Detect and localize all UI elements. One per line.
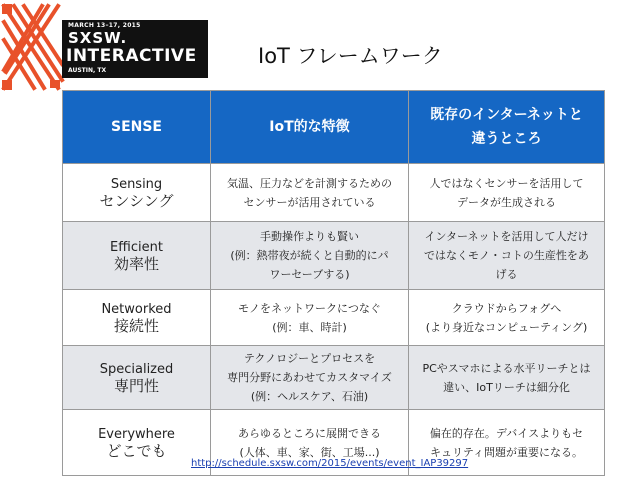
- iot-feature-line: モノをネットワークにつなぐ: [238, 301, 381, 315]
- difference-line: 偏在的存在。デバイスよりもセ: [429, 426, 584, 440]
- header-difference-line: 既存のインターネットと: [430, 107, 583, 123]
- iot-feature-line: (例：熱帯夜が続くと自動的にパ: [230, 249, 389, 262]
- header-difference: [409, 91, 605, 164]
- difference-line: 人ではなくセンサーを活用して: [429, 176, 584, 190]
- framework-table: [62, 90, 605, 476]
- iot-feature-line: 手動操作よりも賢い: [260, 230, 359, 243]
- iot-feature-line: テクノロジーとプロセスを: [243, 352, 376, 365]
- difference-cell: [409, 164, 605, 222]
- sxsw-interactive-logo: [0, 0, 210, 92]
- logo-product: INTERACTIVE: [66, 46, 197, 66]
- sense-japanese-label: どこでも: [106, 441, 167, 460]
- table-row: [63, 290, 605, 346]
- iot-feature-line: (人体、車、家、街、工場...): [239, 445, 380, 459]
- iot-feature-cell: [211, 346, 409, 410]
- iot-feature-line: 気温、圧力などを計測するための: [227, 176, 392, 190]
- slide-title: IoT フレームワーク: [258, 44, 443, 68]
- sense-cell: [63, 164, 211, 222]
- iot-feature-line: (例：ヘルスケア、石油): [250, 390, 369, 403]
- difference-line: キュリティ問題が重要になる。: [430, 445, 583, 459]
- iot-feature-cell: [211, 222, 409, 290]
- sense-cell: [63, 410, 211, 476]
- sense-japanese-label: 効率性: [113, 254, 159, 273]
- iot-feature-cell: [211, 290, 409, 346]
- iot-feature-line: 専門分野にあわせてカスタマイズ: [227, 371, 392, 384]
- table-row: [63, 346, 605, 410]
- table-header-row: [63, 91, 605, 164]
- iot-feature-line: あらゆるところに展開できる: [238, 426, 381, 440]
- sense-cell: [63, 346, 211, 410]
- difference-line: 違い、IoTリーチは細分化: [443, 380, 570, 394]
- header-difference-line: 違うところ: [471, 131, 542, 147]
- sense-japanese-label: センシング: [99, 191, 174, 210]
- header-sense: SENSE: [63, 91, 211, 164]
- header-iot-feature: IoT的な特徴: [211, 91, 409, 164]
- difference-line: ではなくモノ・コトの生産性をあ: [424, 249, 589, 262]
- difference-line: インターネットを活用して人だけ: [424, 230, 589, 243]
- difference-line: データが生成される: [457, 195, 556, 209]
- logo-brand: SXSW.: [68, 29, 128, 47]
- iot-feature-line: センサーが活用されている: [243, 195, 376, 209]
- sense-english-label: Everywhere: [98, 426, 175, 442]
- logo-date: MARCH 13–17, 2015: [68, 22, 141, 29]
- sense-japanese-label: 接続性: [113, 316, 159, 335]
- table-row: [63, 164, 605, 222]
- logo-wordmark: [62, 20, 208, 78]
- sense-cell: [63, 290, 211, 346]
- difference-line: (より身近なコンピューティング): [425, 320, 588, 334]
- sense-english-label: Sensing: [110, 176, 163, 192]
- source-link[interactable]: http://schedule.sxsw.com/2015/events/event_IAP39297: [191, 458, 469, 469]
- difference-cell: [409, 222, 605, 290]
- logo-city: AUSTIN, TX: [68, 67, 107, 74]
- iot-feature-line: (例：車、時計): [272, 320, 347, 334]
- iot-feature-cell: [211, 164, 409, 222]
- sense-japanese-label: 専門性: [113, 376, 159, 395]
- sense-english-label: Specialized: [99, 361, 174, 377]
- difference-line: げる: [495, 268, 518, 281]
- table-row: [63, 222, 605, 290]
- sense-english-label: Networked: [101, 301, 172, 317]
- difference-line: PCやスマホによる水平リーチとは: [422, 361, 591, 375]
- sense-english-label: Efficient: [110, 239, 163, 255]
- difference-cell: [409, 346, 605, 410]
- difference-cell: [409, 290, 605, 346]
- difference-line: クラウドからフォグへ: [451, 301, 562, 315]
- sense-cell: [63, 222, 211, 290]
- iot-feature-line: ワーセーブする): [269, 268, 350, 281]
